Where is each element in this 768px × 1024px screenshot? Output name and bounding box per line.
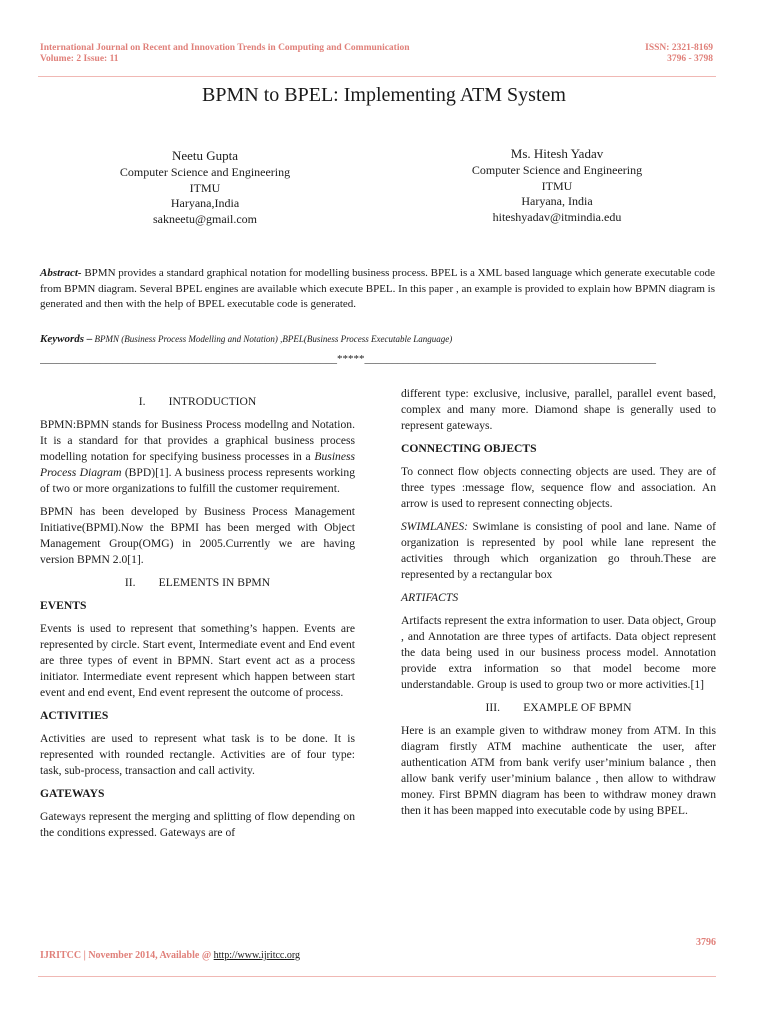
right-column bbox=[401, 386, 716, 826]
abstract-label: Abstract- bbox=[40, 267, 82, 279]
page-range: 3796 - 3798 bbox=[667, 54, 713, 64]
author-institution: ITMU bbox=[189, 180, 221, 195]
author-location: Haryana,India bbox=[170, 196, 240, 210]
journal-header bbox=[40, 43, 410, 65]
author-institution: ITMU bbox=[541, 178, 573, 193]
activities-paragraph: Activities are used to represent what task is to be done. It is represented with rounded rectangle. Activities are of four type: task, sub-process, transaction and call activity. bbox=[40, 732, 355, 777]
keywords-text: BPMN (Business Process Modelling and Notation) ,BPEL(Business Process Executable Language) bbox=[92, 334, 453, 344]
section-separator: ______________________________________________________*****_____________________________________________________ bbox=[40, 353, 656, 365]
abstract-text: BPMN provides a standard graphical notation for modelling business process. BPEL is a XML based language which generate executable code from BPMN diagram. Several BPEL engines are available which execute BPEL. In this paper , an example is provided to explain how BPMN diagram is generated and then with the help of BPEL executable code is generated. bbox=[40, 267, 715, 310]
issn: ISSN: 2321-8169 bbox=[645, 43, 713, 53]
artifacts-paragraph: Artifacts represent the extra information to user. Data object, Group , and Annotation are three types of artifacts. Data object represent the data being used in our business process model. Annotation provide extra information so that model become more understandable. Group is used to group two or more activities.[1] bbox=[401, 614, 716, 691]
author-department: Computer Science and Engineering bbox=[471, 163, 643, 177]
intro-text: BPMN:BPMN stands for Business Process modellng and Notation. It is a standard for that provides a graphical business process modelling notation for specifying business processes in a bbox=[40, 418, 355, 463]
footer bbox=[40, 950, 300, 961]
intro-paragraph-1 bbox=[40, 417, 355, 497]
author-name: Ms. Hitesh Yadav bbox=[510, 146, 604, 161]
author-department: Computer Science and Engineering bbox=[119, 165, 291, 179]
subheading-artifacts: ARTIFACTS bbox=[401, 591, 459, 604]
author-block-2 bbox=[432, 145, 682, 225]
subheading-connecting-objects: CONNECTING OBJECTS bbox=[401, 442, 537, 455]
intro-emphasis: Business Process Diagram bbox=[40, 450, 355, 479]
author-block-1 bbox=[80, 147, 330, 227]
journal-link[interactable]: http://www.ijritcc.org bbox=[213, 950, 301, 961]
keywords bbox=[40, 332, 715, 347]
header-divider bbox=[38, 76, 716, 77]
author-email: hiteshyadav@itmindia.edu bbox=[492, 209, 622, 224]
connecting-paragraph: To connect flow objects connecting objects are used. They are of three types :message flow, sequence flow and association. An arrow is used to represent connecting objects. bbox=[401, 465, 716, 510]
journal-name: International Journal on Recent and Innovation Trends in Computing and Communication bbox=[40, 43, 410, 53]
section-heading-example: III. EXAMPLE OF BPMN bbox=[485, 701, 632, 714]
author-location: Haryana, India bbox=[521, 194, 593, 208]
abstract bbox=[40, 266, 715, 313]
section-heading-elements: II. ELEMENTS IN BPMN bbox=[124, 576, 271, 589]
paper-title: BPMN to BPEL: Implementing ATM System bbox=[202, 84, 566, 106]
page-number: 3796 bbox=[696, 937, 716, 948]
subheading-gateways: GATEWAYS bbox=[40, 787, 105, 800]
gateways-paragraph: Gateways represent the merging and splitting of flow depending on the conditions expressed. Gateways are of bbox=[40, 810, 355, 839]
footer-divider bbox=[38, 976, 716, 977]
journal-volume: Volume: 2 Issue: 11 bbox=[40, 54, 119, 64]
left-column bbox=[40, 394, 355, 848]
swimlanes-label: SWIMLANES: bbox=[401, 520, 468, 533]
events-paragraph: Events is used to represent that something’s happen. Events are represented by circle. Start event, Intermediate event and End event are three types of event in BPMN. Start event act as a process initiator. Intermediate event represent which happen between start event and end event, End event represent the outcome of process. bbox=[40, 622, 355, 699]
intro-text-end: (BPD)[1]. A business process represents working of two or more organizations to fulfill the customer requirement. bbox=[40, 466, 355, 495]
subheading-activities: ACTIVITIES bbox=[40, 709, 109, 722]
swimlanes-text: Swimlane is consisting of pool and lane. Name of organization is represented by pool while lane represent the activities through which organization go throuh.These are represented by a rectangular box bbox=[401, 520, 716, 581]
issn-header bbox=[645, 43, 713, 65]
author-email: sakneetu@gmail.com bbox=[152, 211, 258, 226]
swimlanes-paragraph bbox=[401, 519, 716, 583]
gateways-continued: different type: exclusive, inclusive, parallel, parallel event based, complex and many more. Diamond shape is generally used to represent gateways. bbox=[401, 387, 716, 432]
keywords-label: Keywords – bbox=[40, 333, 93, 345]
subheading-events: EVENTS bbox=[40, 599, 87, 612]
footer-text: IJRITCC | November 2014, Available @ bbox=[40, 950, 214, 961]
example-paragraph: Here is an example given to withdraw money from ATM. In this diagram firstly ATM machine authenticate the user, after authentication ATM from bank verify user’minium balance , then allow bank verify user’minium balance , then allow to withdraw money. First BPMN diagram has been to withdraw money drawn then it has been mapped into executable code by using BPEL. bbox=[401, 724, 716, 817]
section-heading-introduction: I. INTRODUCTION bbox=[138, 395, 257, 408]
author-name: Neetu Gupta bbox=[171, 148, 239, 163]
intro-paragraph-2: BPMN has been developed by Business Process Management Initiative(BPMI).Now the BPMI has been merged with Object Management Group(OMG) in 2005.Currently we are having version BPMN 2.0[1]. bbox=[40, 505, 355, 566]
